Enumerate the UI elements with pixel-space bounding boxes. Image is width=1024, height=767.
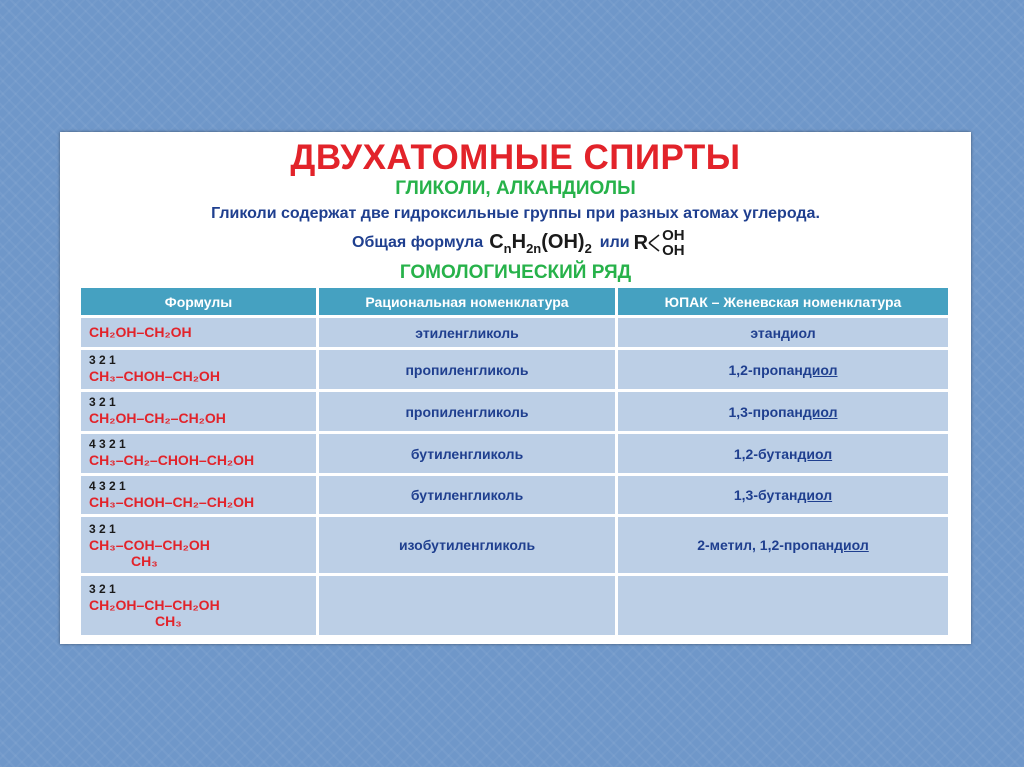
carbon-numbering: 3 2 1 bbox=[89, 582, 116, 596]
page-title: ДВУХАТОМНЫЕ СПИРТЫ bbox=[290, 138, 741, 177]
general-formula-expression: $C_nH_{2n}(OH)_2$ bbox=[489, 230, 592, 256]
structural-formula: CH₃–CH₂–CHOH–CH₂OH bbox=[89, 452, 255, 468]
table-row bbox=[81, 476, 948, 514]
header-formulas: Формулы bbox=[81, 288, 316, 315]
table-row bbox=[81, 318, 948, 347]
iupac-name: 1,3-пропандиол bbox=[618, 392, 948, 431]
rational-name: бутиленгликоль bbox=[319, 476, 615, 514]
iupac-name: 1,2-пропандиол bbox=[618, 350, 948, 389]
general-formula bbox=[352, 223, 685, 263]
rational-name bbox=[319, 576, 615, 635]
page-subtitle: ГЛИКОЛИ, АЛКАНДИОЛЫ bbox=[395, 178, 636, 199]
rational-name: этиленгликоль bbox=[319, 318, 615, 347]
homolog-title: ГОМОЛОГИЧЕСКИЙ РЯД bbox=[399, 262, 632, 283]
rational-name: изобутиленгликоль bbox=[319, 517, 615, 573]
formula-cell bbox=[81, 517, 316, 573]
homolog-table bbox=[78, 285, 951, 638]
table-header-row bbox=[81, 288, 948, 315]
rational-name: пропиленгликоль bbox=[319, 350, 615, 389]
iupac-name: 1,2-бутандиол bbox=[618, 434, 948, 473]
branch-group: CH₃ bbox=[155, 613, 182, 629]
structural-formula: CH₂OH–CH₂OH bbox=[89, 324, 192, 340]
description-text: Гликоли содержат две гидроксильные группы при разных атомах углерода. bbox=[211, 205, 820, 222]
structural-formula: CH₂OH–CH–CH₂OH bbox=[89, 597, 220, 613]
rational-name: бутиленгликоль bbox=[319, 434, 615, 473]
structural-formula: CH₂OH–CH₂–CH₂OH bbox=[89, 410, 226, 426]
table-row bbox=[81, 434, 948, 473]
carbon-numbering: 3 2 1 bbox=[89, 395, 116, 409]
header-iupac: ЮПАК – Женевская номенклатура bbox=[618, 288, 948, 315]
rational-name: пропиленгликоль bbox=[319, 392, 615, 431]
header-rational: Рациональная номенклатура bbox=[319, 288, 615, 315]
iupac-name: 2-метил, 1,2-пропандиол bbox=[618, 517, 948, 573]
formula-cell bbox=[81, 476, 316, 514]
general-formula-label: Общая формула bbox=[352, 234, 484, 251]
iupac-name bbox=[618, 576, 948, 635]
slide bbox=[60, 132, 971, 644]
formula-cell bbox=[81, 434, 316, 473]
formula-cell bbox=[81, 350, 316, 389]
structural-formula: CH₃–COH–CH₂OH bbox=[89, 536, 210, 553]
formula-cell bbox=[81, 318, 316, 347]
carbon-numbering: 3 2 1 bbox=[89, 353, 116, 367]
structural-formula: CH₃–CHOH–CH₂OH bbox=[89, 368, 220, 384]
iupac-name: этандиол bbox=[618, 318, 948, 347]
branch-group: CH₃ bbox=[131, 552, 158, 569]
general-formula-or: или bbox=[599, 234, 630, 251]
general-formula-r-group: R OH OH bbox=[633, 227, 685, 259]
table-row bbox=[81, 350, 948, 389]
formula-cell bbox=[81, 392, 316, 431]
table-row bbox=[81, 392, 948, 431]
bond-fork-icon bbox=[648, 231, 660, 255]
carbon-numbering: 3 2 1 bbox=[89, 521, 116, 536]
table-row bbox=[81, 517, 948, 573]
carbon-numbering: 4 3 2 1 bbox=[89, 478, 126, 493]
formula-cell bbox=[81, 576, 316, 635]
table-row bbox=[81, 576, 948, 635]
iupac-name: 1,3-бутандиол bbox=[618, 476, 948, 514]
structural-formula: CH₃–CHOH–CH₂–CH₂OH bbox=[89, 493, 255, 510]
carbon-numbering: 4 3 2 1 bbox=[89, 437, 126, 451]
